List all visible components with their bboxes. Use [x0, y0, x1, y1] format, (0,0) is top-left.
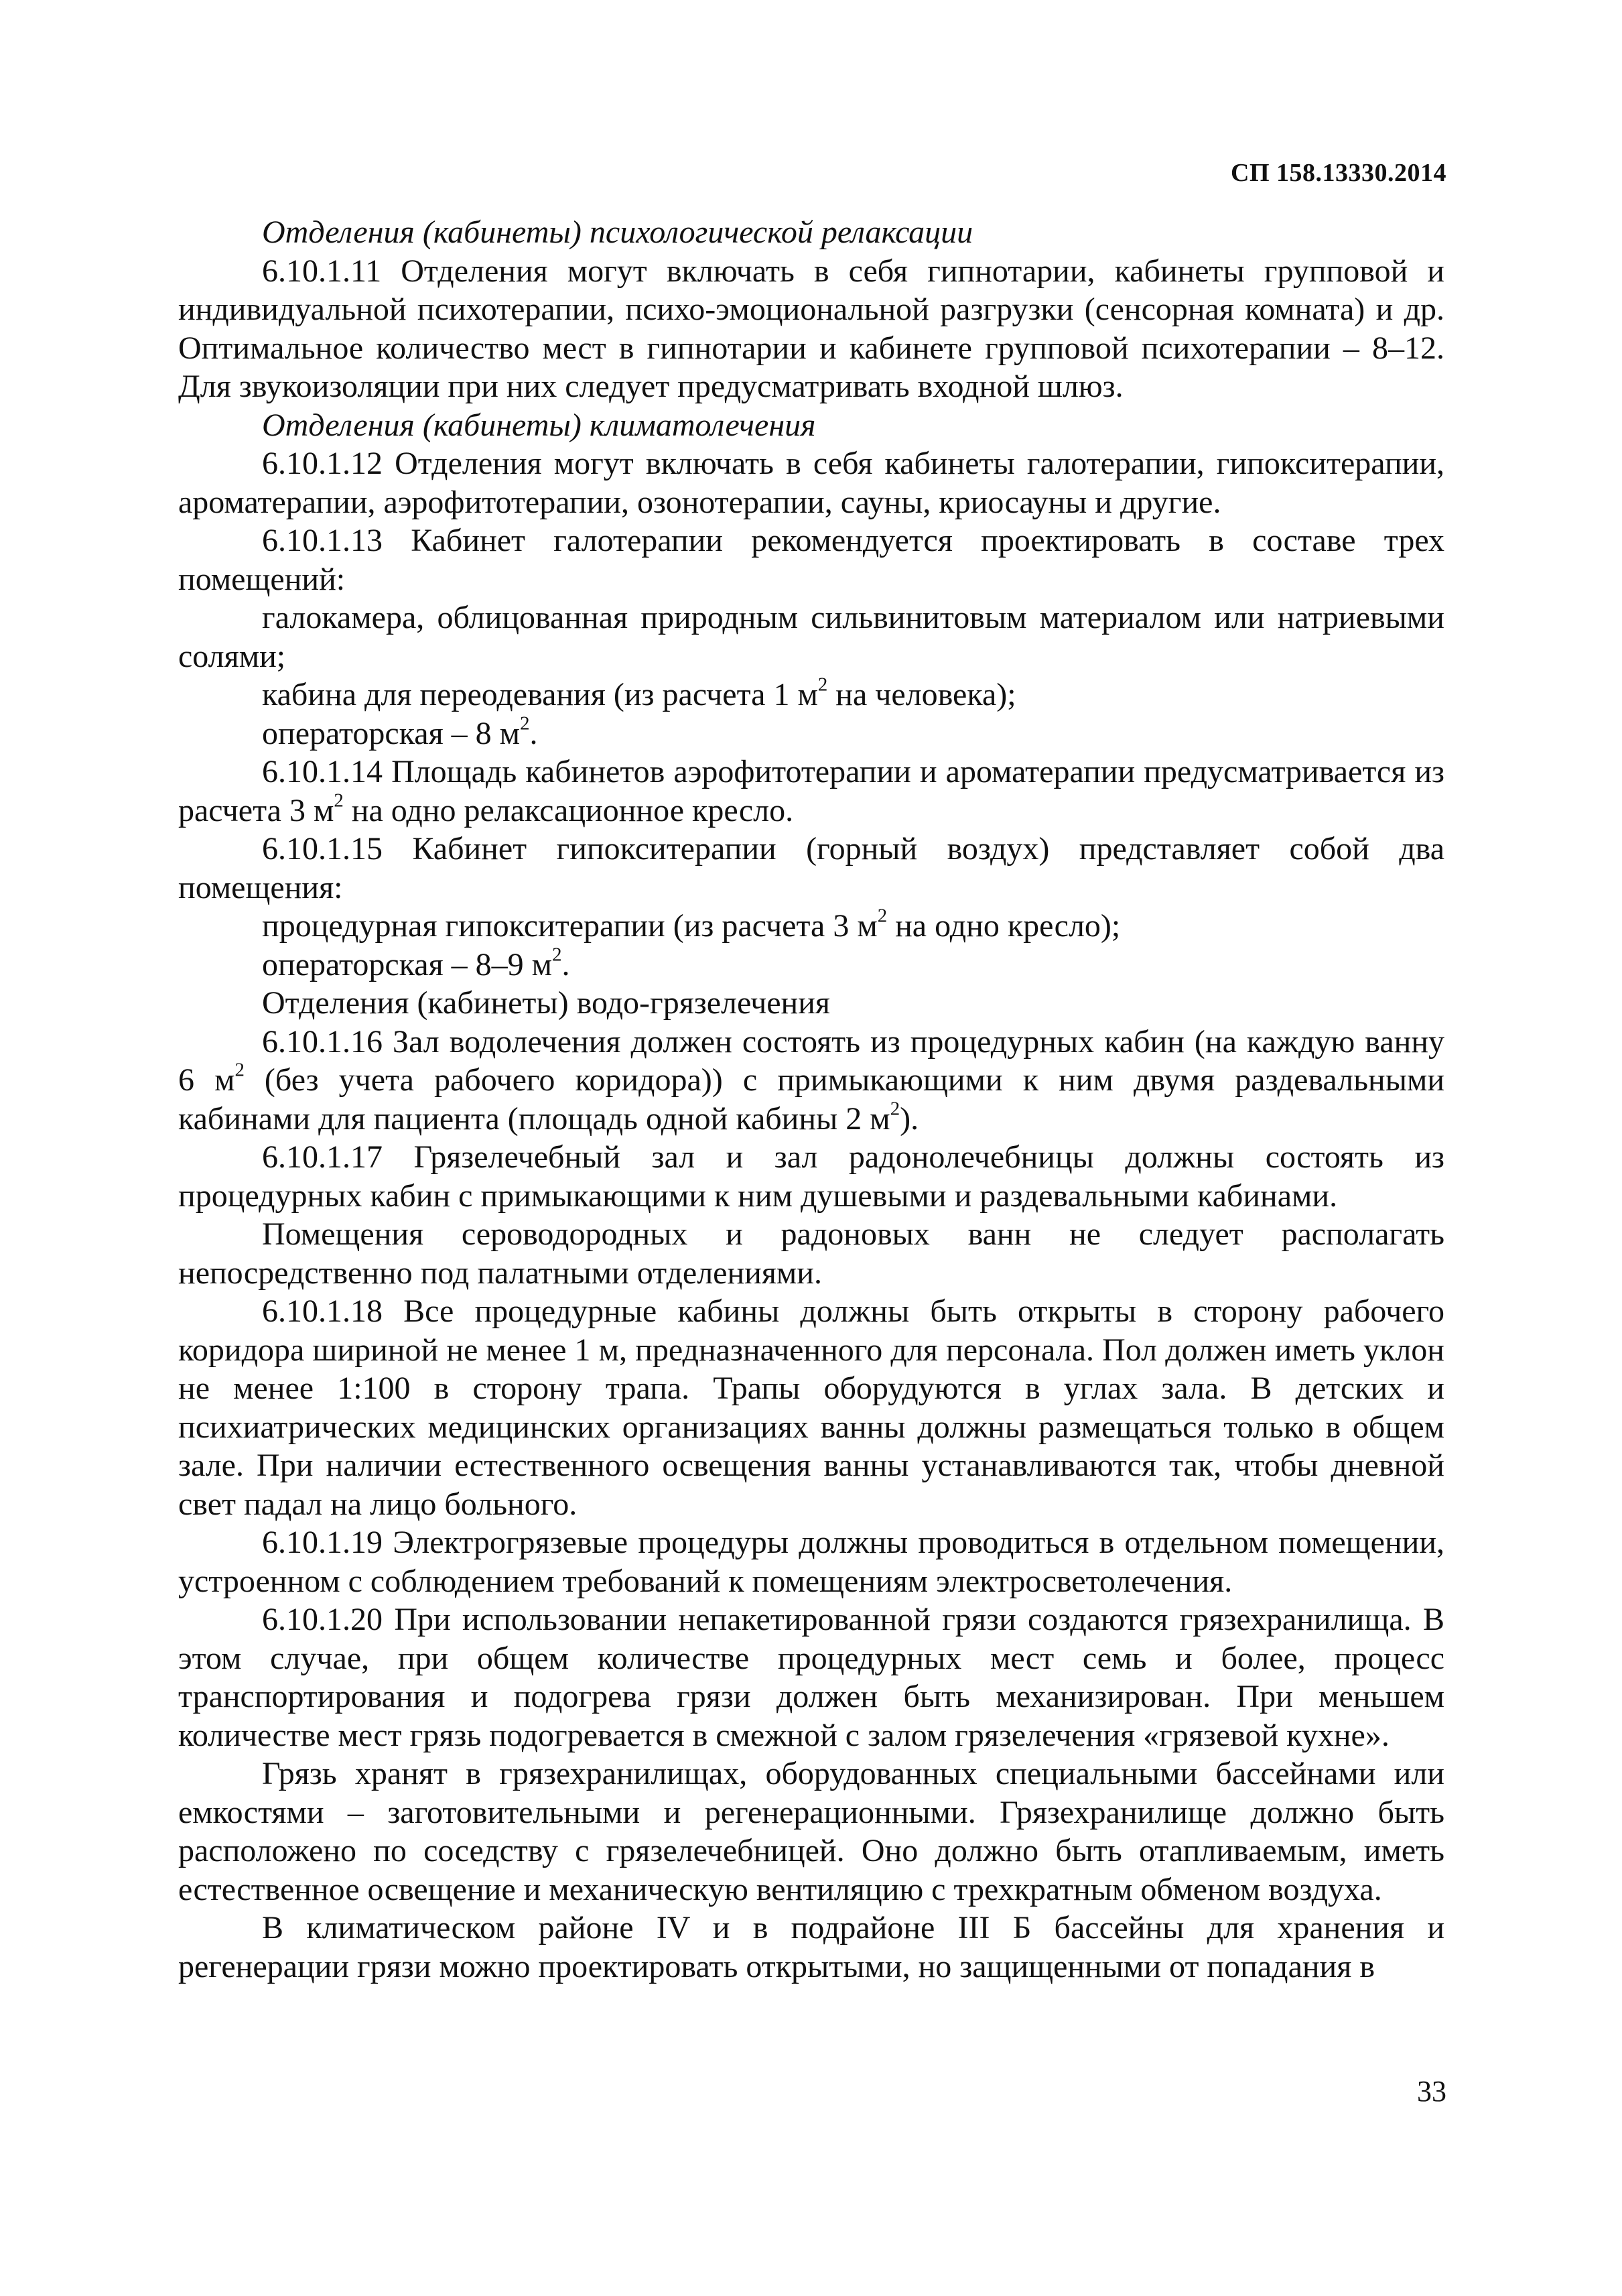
text-run: 6.10.1.14 Площадь кабинетов аэрофитотерапии и ароматерапии предусматривается из расчета 3 м: [178, 754, 1444, 828]
list-item-changing-cabin: [178, 676, 1444, 714]
list-item-halochamber: галокамера, облицованная природным сильвинитовым материалом или натриевыми солями;: [178, 600, 1444, 674]
list-item-hypoxi-procedure: [178, 907, 1444, 946]
paragraph-6-10-1-20: 6.10.1.20 При использовании непакетированной грязи создаются грязехранилища. В этом случае, при общем количестве процедурных мест семь и более, процесс транспортирования и подогрева грязи должен быть механизирован. При меньшем количестве мест грязь подогревается в смежной с залом грязелечения «грязевой кухне».: [178, 1602, 1444, 1753]
text-run: процедурная гипокситерапии (из расчета 3 м: [262, 908, 878, 944]
paragraph-6-10-1-11: 6.10.1.11 Отделения могут включать в себя гипнотарии, кабинеты групповой и индивидуальной психотерапии, психо-эмоциональной разгрузки (сенсорная комната) и др. Оптимальное количество мест в гипнотарии и кабинете групповой психотерапии – 8–12. Для звукоизоляции при них следует предусматривать входной шлюз.: [178, 253, 1444, 404]
superscript: 2: [234, 1059, 245, 1081]
text-run: 6.10.1.16 Зал водолечения должен состоять из процедурных кабин (на каждую ванну 6 м: [178, 1023, 1444, 1098]
text-run: на одно кресло);: [887, 908, 1121, 944]
superscript: 2: [890, 1097, 900, 1119]
paragraph-6-10-1-19: 6.10.1.19 Электрогрязевые процедуры должны проводиться в отдельном помещении, устроенном с соблюдением требований к помещениям электросветолечения.: [178, 1525, 1444, 1599]
paragraph-6-10-1-13: 6.10.1.13 Кабинет галотерапии рекомендуется проектировать в составе трех помещений:: [178, 523, 1444, 597]
text-run: кабина для переодевания (из расчета 1 м: [262, 677, 818, 712]
text-run: на человека);: [827, 677, 1016, 712]
paragraph-17-note: Помещения сероводородных и радоновых ванн не следует располагать непосредственно под палатными отделениями.: [178, 1216, 1444, 1291]
paragraph-6-10-1-12: 6.10.1.12 Отделения могут включать в себя кабинеты галотерапии, гипокситерапии, ароматерапии, аэрофитотерапии, озонотерапии, сауны, криосауны и другие.: [178, 446, 1444, 520]
section-heading-climate: Отделения (кабинеты) климатолечения: [262, 407, 816, 443]
superscript: 2: [552, 943, 562, 965]
paragraph-6-10-1-15: 6.10.1.15 Кабинет гипокситерапии (горный воздух) представляет собой два помещения:: [178, 831, 1444, 905]
text-run: операторская – 8–9 м: [262, 946, 553, 982]
paragraph-20-note-2: В климатическом районе IV и в подрайоне III Б бассейны для хранения и регенерации грязи можно проектировать открытыми, но защищенными от попадания в: [178, 1910, 1444, 1984]
document-body: [178, 213, 1444, 1986]
text-run: ).: [900, 1100, 919, 1137]
paragraph-6-10-1-18: 6.10.1.18 Все процедурные кабины должны быть открыты в сторону рабочего коридора шириной не менее 1 м, предназначенного для персонала. Пол должен иметь уклон не менее 1:100 в сторону трапа. Трапы оборудуются в углах зала. В детских и психиатрических медицинских организациях ванны должны размещаться только в общем зале. При наличии естественного освещения ванны устанавливаются так, чтобы дневной свет падал на лицо больного.: [178, 1293, 1444, 1522]
paragraph-20-note-1: Грязь хранят в грязехранилищах, оборудованных специальными бассейнами или емкостями – заготовительными и регенерационными. Грязехранилище должно быть расположено по соседству с грязелечебницей. Оно должно быть отапливаемым, иметь естественное освещение и механическую вентиляцию с трехкратным обменом воздуха.: [178, 1756, 1444, 1907]
paragraph-6-10-1-16: [178, 1023, 1444, 1139]
text-run: .: [561, 946, 570, 982]
text-run: на одно релаксационное кресло.: [343, 792, 794, 828]
text-run: .: [529, 715, 538, 751]
list-item-operator-room-2: [178, 943, 1444, 984]
list-item-operator-room: [178, 714, 1444, 753]
superscript: 2: [817, 674, 828, 696]
page-number: 33: [1417, 2075, 1446, 2108]
paragraph-6-10-1-14: [178, 753, 1444, 830]
text-run: операторская – 8 м: [262, 715, 521, 751]
paragraph-6-10-1-17: 6.10.1.17 Грязелечебный зал и зал радонолечебницы должны состоять из процедурных кабин с примыкающими к ним душевыми и раздевальными кабинами.: [178, 1139, 1444, 1214]
superscript: 2: [334, 789, 344, 811]
text-run: (без учета рабочего коридора)) с примыкающими к ним двумя раздевальными кабинами для пациента (площадь одной кабины 2 м: [178, 1062, 1445, 1137]
superscript: 2: [520, 712, 530, 734]
section-heading-psych: Отделения (кабинеты) психологической релаксации: [262, 214, 973, 250]
document-code: СП 158.13330.2014: [1231, 159, 1446, 187]
section-heading-hydro-mud: Отделения (кабинеты) водо-грязелечения: [262, 985, 830, 1021]
superscript: 2: [877, 905, 888, 927]
